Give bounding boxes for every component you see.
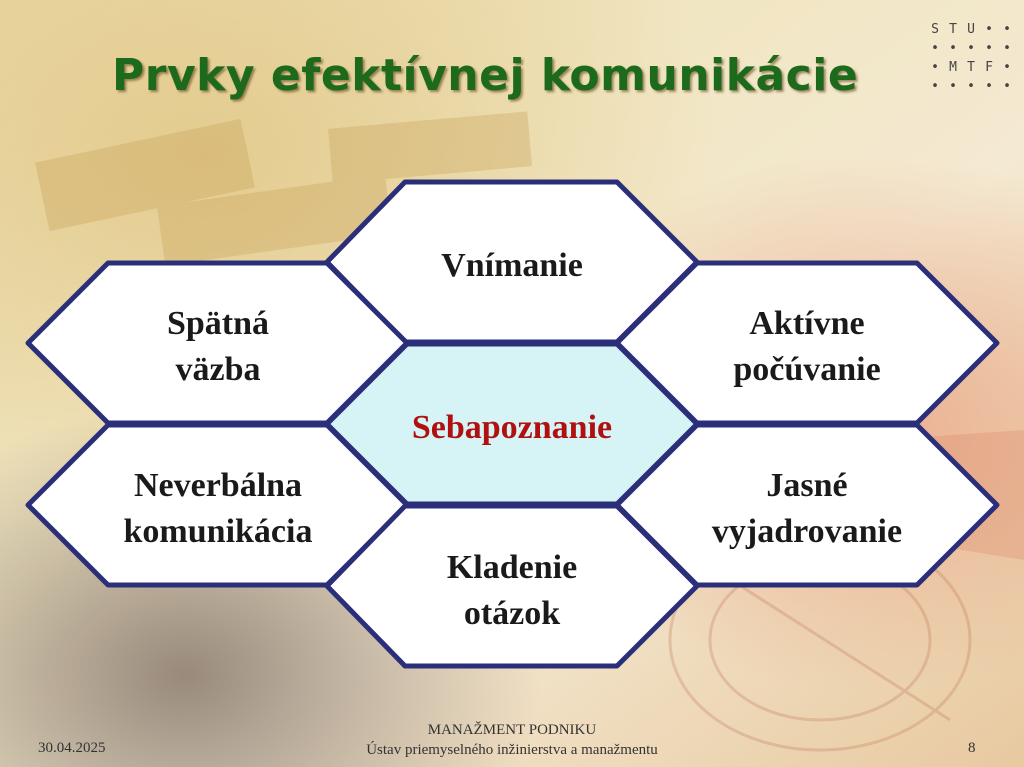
footer-course: MANAŽMENT PODNIKU bbox=[427, 722, 597, 738]
hexagon-label: Jasné bbox=[766, 467, 848, 504]
footer-institute: Ústav priemyselného inžinierstva a manažmentu bbox=[366, 742, 658, 758]
logo-row: • • • • • bbox=[931, 41, 1011, 56]
hexagon-label: komunikácia bbox=[123, 513, 313, 550]
hexagon-label: Aktívne bbox=[749, 305, 865, 342]
footer-center bbox=[262, 720, 762, 760]
logo-row: • M T F • bbox=[931, 60, 1011, 75]
footer-date: 30.04.2025 bbox=[38, 740, 106, 756]
hexagon-label: Neverbálna bbox=[133, 467, 303, 504]
hexagon-center bbox=[327, 344, 697, 504]
hexagon-label: väzba bbox=[175, 351, 261, 388]
slide-title: Prvky efektívnej komunikácie bbox=[112, 50, 859, 101]
hexagon-label: Vnímanie bbox=[441, 247, 583, 284]
page-number: 8 bbox=[968, 740, 976, 756]
logo-row: • • • • • bbox=[931, 79, 1011, 94]
hexagon-label: otázok bbox=[463, 595, 561, 632]
logo-row: S T U • • bbox=[931, 22, 1011, 37]
hexagon-label: Kladenie bbox=[446, 549, 578, 586]
hexagon-label-center: Sebapoznanie bbox=[411, 409, 613, 446]
hexagon-label: počúvanie bbox=[733, 351, 881, 388]
hexagon-label: Spätná bbox=[166, 305, 270, 342]
hexagon-label: vyjadrovanie bbox=[711, 513, 903, 550]
hexagon-bottom bbox=[327, 506, 697, 666]
